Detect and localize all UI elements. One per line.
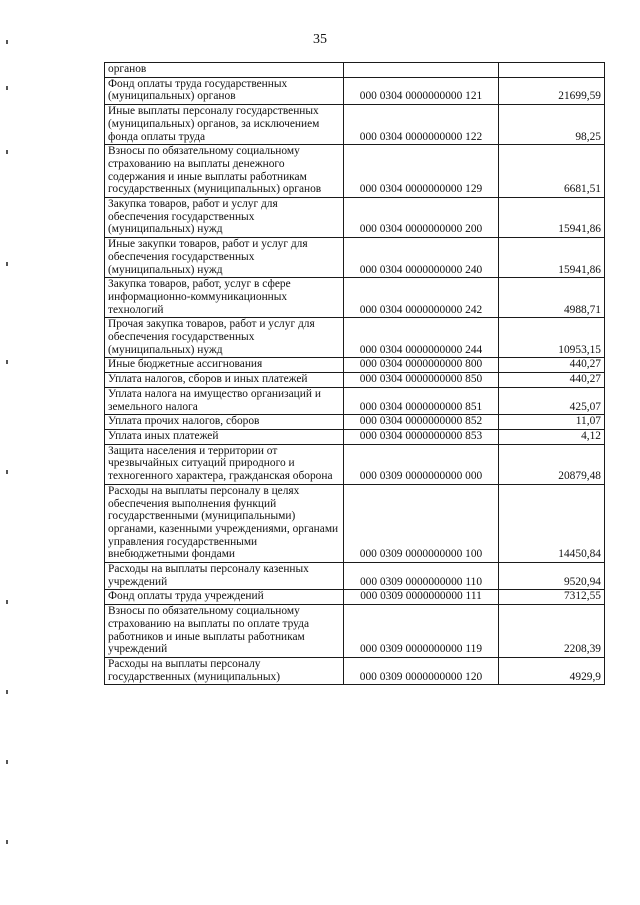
amount: 440,27 [499,373,605,388]
margin-mark [6,86,8,90]
expense-name-cell [105,373,344,388]
margin-mark [6,760,8,764]
table-row [105,657,605,684]
expense-name-cell [105,278,344,318]
budget-code: 000 0304 0000000000 129 [344,145,499,198]
margin-mark [6,262,8,266]
table-row [105,77,605,104]
expense-name-cell [105,429,344,444]
expense-name-cell [105,657,344,684]
amount: 21699,59 [499,77,605,104]
expense-name: Защита населения и территории от чрезвычайных ситуаций природного и техногенного характера, гражданская оборона [108,444,333,483]
expense-name: Расходы на выплаты персоналу государственных (муниципальных) [108,657,281,683]
expense-name: Уплата иных платежей [108,429,219,442]
amount: 4,12 [499,429,605,444]
amount: 98,25 [499,105,605,145]
expense-name: Уплата налога на имущество организаций и земельного налога [108,387,321,413]
table-row [105,278,605,318]
budget-code: 000 0304 0000000000 852 [344,415,499,430]
expense-name-cell [105,238,344,278]
budget-code: 000 0304 0000000000 240 [344,238,499,278]
table-row [105,563,605,590]
budget-code: 000 0309 0000000000 110 [344,563,499,590]
expense-name-cell [105,77,344,104]
table-row [105,444,605,484]
expense-name: Уплата налогов, сборов и иных платежей [108,373,308,386]
budget-code: 000 0304 0000000000 200 [344,198,499,238]
table-row [105,105,605,145]
budget-code: 000 0304 0000000000 121 [344,77,499,104]
table-row [105,318,605,358]
expense-name: Взносы по обязательному социальному страхованию на выплаты по оплате труда работников и иные выплаты работникам учреждений [108,605,310,656]
amount: 15941,86 [499,238,605,278]
amount: 440,27 [499,358,605,373]
table-row [105,415,605,430]
budget-code [344,63,499,78]
expense-name: Иные бюджетные ассигнования [108,358,263,371]
expense-name: Фонд оплаты труда государственных (муниципальных) органов [108,77,288,103]
expense-name-cell [105,387,344,414]
expense-name-cell [105,63,344,78]
margin-mark [6,690,8,694]
amount: 7312,55 [499,590,605,605]
page-number: 35 [313,32,327,47]
margin-mark [6,470,8,474]
budget-code: 000 0309 0000000000 111 [344,590,499,605]
amount: 9520,94 [499,563,605,590]
margin-mark [6,600,8,604]
expense-name-cell [105,145,344,198]
expense-name: Закупка товаров, работ, услуг в сфере информационно-коммуникационных технологий [108,278,291,316]
expense-name: Иные выплаты персоналу государственных (муниципальных) органов, за исключением фонда оплаты труда [108,105,320,143]
table-row [105,605,605,658]
budget-code: 000 0304 0000000000 122 [344,105,499,145]
budget-code: 000 0304 0000000000 242 [344,278,499,318]
table-row [105,198,605,238]
amount: 20879,48 [499,444,605,484]
amount: 4988,71 [499,278,605,318]
amount: 6681,51 [499,145,605,198]
budget-code: 000 0304 0000000000 850 [344,373,499,388]
budget-code: 000 0309 0000000000 000 [344,444,499,484]
budget-code: 000 0304 0000000000 244 [344,318,499,358]
expense-name: Расходы на выплаты персоналу казенных учреждений [108,563,309,588]
expense-name-cell [105,318,344,358]
expense-name-cell [105,484,344,562]
amount: 10953,15 [499,318,605,358]
expense-name-cell [105,590,344,605]
expense-name-cell [105,605,344,658]
expense-name: Закупка товаров, работ и услуг для обеспечения государственных (муниципальных) нужд [108,198,278,236]
expense-name: Фонд оплаты труда учреждений [108,590,264,603]
table-row [105,387,605,414]
table-row [105,238,605,278]
table-row [105,358,605,373]
amount: 11,07 [499,415,605,430]
amount: 15941,86 [499,198,605,238]
budget-code: 000 0304 0000000000 800 [344,358,499,373]
table-row [105,590,605,605]
expense-name-cell [105,415,344,430]
expense-name-cell [105,105,344,145]
expense-name: Взносы по обязательному социальному страхованию на выплаты денежного содержания и иные выплаты работникам государственных (муниципальных) органов [108,145,322,196]
expense-name: Расходы на выплаты персоналу в целях обеспечения выполнения функций государственными (муниципальными) органами, казенными учреждениями, органами управления государственными внебюджетными фондами [108,484,339,561]
amount: 2208,39 [499,605,605,658]
budget-code: 000 0304 0000000000 851 [344,387,499,414]
margin-mark [6,840,8,844]
budget-code: 000 0304 0000000000 853 [344,429,499,444]
table-row [105,484,605,562]
amount [499,63,605,78]
table-row [105,373,605,388]
expense-name-cell [105,198,344,238]
expense-name: Прочая закупка товаров, работ и услуг для обеспечения государственных (муниципальных) нужд [108,318,315,356]
budget-code: 000 0309 0000000000 119 [344,605,499,658]
amount: 425,07 [499,387,605,414]
table-row [105,429,605,444]
budget-code: 000 0309 0000000000 120 [344,657,499,684]
expense-name: органов [108,63,147,75]
expense-name-cell [105,563,344,590]
amount: 4929,9 [499,657,605,684]
margin-mark [6,40,8,44]
expense-name-cell [105,358,344,373]
budget-table [104,62,605,685]
expense-name-cell [105,444,344,484]
table-row [105,145,605,198]
budget-table-body [105,63,605,685]
margin-mark [6,150,8,154]
budget-code: 000 0309 0000000000 100 [344,484,499,562]
amount: 14450,84 [499,484,605,562]
expense-name: Иные закупки товаров, работ и услуг для обеспечения государственных (муниципальных) нужд [108,238,308,276]
table-row [105,63,605,78]
margin-mark [6,360,8,364]
expense-name: Уплата прочих налогов, сборов [108,415,260,428]
